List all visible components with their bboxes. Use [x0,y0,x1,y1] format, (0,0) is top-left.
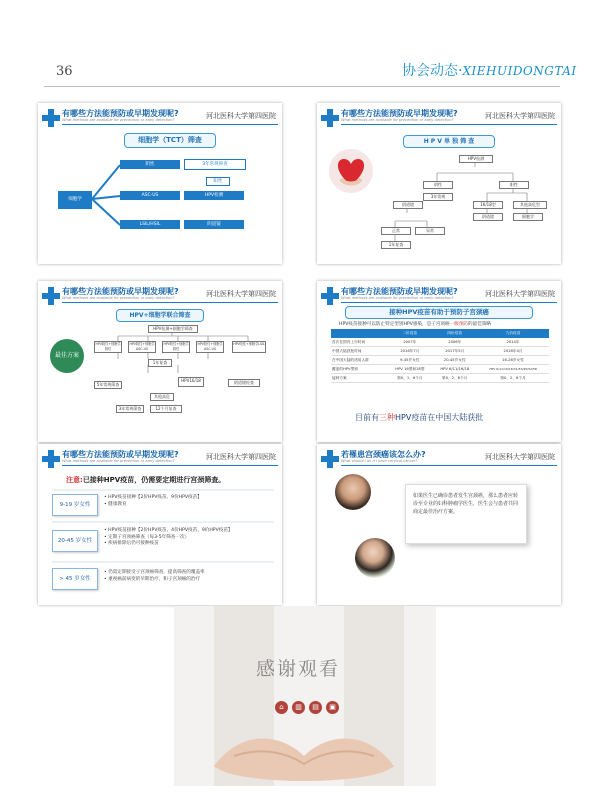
flow-node: HPV阳性+细胞学ASC-US [197,342,223,351]
flow-node: 正常 [381,227,411,235]
table-cell: 20-45岁女性 [432,356,477,365]
slide-treatment [317,444,561,605]
slide-hospital: 河北医科大学第四医院 [206,453,276,461]
table-cell: 第0、2、6个月 [477,374,549,383]
table-cell: 2007年 [387,338,432,347]
age-group-label: 20-45 岁女性 [52,530,98,552]
thank-you-slide [174,606,436,786]
flow-node: 细胞学 [513,213,543,221]
flow-node-top: HPV检测+细胞学筛查 [148,325,198,333]
table-header-row [331,329,549,338]
slide-question: 有哪些方法能预防或早期发现呢? [341,109,458,118]
slide-question-en: What methods are available for prevention or early detection? [62,459,175,463]
vaccine-footer-highlight: 三种 [379,413,395,422]
flow-result-lsil: LSIL/HSIL [120,220,180,229]
flow-result-ascus: ASC-US [120,191,180,200]
vaccine-footer-post: HPV疫苗在中国大陆获批 [395,413,484,422]
home-icon: ⌂ [275,701,288,714]
flow-node: HPV阴性+细胞学阴性 [95,342,121,351]
flow-node: 异常 [415,227,445,235]
table-header: 四价疫苗 [432,329,477,338]
screening-note-text: 已接种HPV疫苗，仍需要定期进行宫颈筛查。 [82,476,226,484]
flow-start: 细胞学 [58,191,92,209]
slide-rule [341,302,557,303]
slide-hpv-screening [317,103,561,264]
flow-action-routine: 3年常规筛查 [184,159,246,170]
flow-node: HPV阴性+细胞学ASC-US [129,342,155,351]
slide-question-en: What methods are available for prevention or early detection? [341,118,454,122]
vaccine-note-highlight: 一级预防 [449,322,469,327]
slide-banner: HPV+细胞学联合筛查 [116,309,204,322]
flow-node: 阴道镜检查 [228,379,260,387]
slide-question: 有哪些方法能预防或早期发现呢? [62,109,179,118]
woman-with-flowers-photo [355,538,395,578]
advice-text: 如果医生已确诊患者发生宫颈癌，那么患者应转诊至专业的妇科肿瘤学医生，医生会与患者共同商定最佳治疗方案。 [413,493,519,515]
flow-connectors [38,103,282,264]
flow-node: HPV阳性+细胞学LSIL [232,341,266,353]
slide-question-en: What methods are available for prevention or early detection? [62,118,175,122]
flow-node: 5年常规筛查 [94,381,122,389]
slide-banner: H P V 单 独 筛 查 [403,135,495,148]
slide-age-recommendations [38,444,282,605]
page-number: 36 [56,64,73,79]
slide-banner: 细胞学（TCT）筛查 [124,133,216,148]
age-group-line: • HPV疫苗接种【2价HPV疫苗、4价HPV疫苗、9价HPV疫苗】 [104,528,233,533]
flow-node: 1年复查 [381,241,411,249]
hands-image [174,606,436,786]
flow-node: 16/18型 [473,201,503,209]
slide-question-en: What methods are available for prevention or early detection? [62,296,175,300]
age-group-line: • 定期子宫颈癌筛查（每3-5年筛查一次） [104,534,190,540]
age-group-lines [104,495,202,508]
slide-title: 若罹患宫颈癌该怎么办? [341,450,426,459]
flow-node: HPV阳性+细胞学阴性 [163,342,189,351]
flow-node: 阴道镜 [473,213,503,221]
table-cell: 2014年 [477,338,549,347]
patient-photo [335,474,371,510]
section-title [402,60,577,80]
section-title-cn: 协会动态· [402,63,463,79]
slide-cytology-screening [38,103,282,264]
age-group-label: 9-19 岁女性 [52,494,98,516]
vaccine-footer [355,412,483,423]
age-group-lines [104,570,205,583]
best-option-badge: 最佳方案 [50,339,84,373]
table-row [331,347,549,356]
table-row [331,365,549,374]
table-cell: 覆盖的HPV型别 [331,365,387,374]
slide-combined-screening [38,281,282,442]
header-rule [44,86,560,87]
table-cell: HPV 6/11/16/18 [432,365,477,374]
age-group-line: • 重视癌前病变的早期治疗，和子宫颈癌的治疗 [104,576,201,582]
thank-you-text: 感谢观看 [256,658,341,680]
slide-subtitle: What should I do if I have cervical cancer? [341,459,418,463]
table-cell: 在中国大陆的适用人群 [331,356,387,365]
slide-question-en: What methods are available for prevention or early detection? [341,296,454,300]
table-cell: 2017年5月 [432,347,477,356]
age-group-line: • 仍需定期接受子宫颈癌筛查，提高筛查的覆盖率 [104,570,205,575]
slide-question: 有哪些方法能预防或早期发现呢? [62,450,179,459]
slide-hpv-vaccines [317,281,561,442]
slide-hospital: 河北医科大学第四医院 [485,112,555,120]
flow-result-negative: 阴性 [120,160,180,169]
table-header: 二价疫苗 [387,329,432,338]
flow-node: 阴道镜 [393,201,423,209]
medical-cross-icon [321,287,339,305]
slide-hospital: 河北医科大学第四医院 [206,290,276,298]
vaccine-table [331,329,549,383]
flow-action-hpv: HPV检测 [184,191,244,200]
flow-node: 阴性 [423,181,453,189]
table-cell: HPV 16型和18型 [387,365,432,374]
flow-positive: 阳性 [206,177,230,186]
flow-node: 其他高危型 [513,201,547,209]
table-cell: 16-26岁女性 [477,356,549,365]
table-cell: 2018年4月 [477,347,549,356]
table-cell: 9-45岁女性 [387,356,432,365]
table-cell: HPV 6/11/16/18/31/33/45/52/58 [477,365,549,374]
age-group-label: > 45 岁女性 [52,568,98,590]
age-group-line: • 健康教育 [104,501,127,507]
table-header: 九价疫苗 [477,329,549,338]
vaccine-note-pre: HPV疫苗接种可以防止特定型别HPV感染，是子宫颈癌 [339,322,450,327]
vaccine-note [339,321,491,327]
table-row [331,338,549,347]
slide-hospital: 河北医科大学第四医院 [206,112,276,120]
age-group-lines [104,528,233,548]
table-cell: 第0、2、6个月 [432,374,477,383]
chart-icon: ▥ [292,701,305,714]
age-group-line: • 疾病排除后仍可接种疫苗 [104,541,159,546]
flow-node: 阳性 [499,181,529,189]
flow-node: 其他高危 [150,393,174,401]
slide-hospital: 河北医科大学第四医院 [485,453,555,461]
table-row [331,374,549,383]
vaccine-note-post: 的最佳策略 [468,322,491,327]
flow-node: 3年常规 [423,193,453,201]
flow-action-colposcopy: 阴道镜 [184,220,244,229]
table-header [331,329,387,338]
age-group-line: • HPV疫苗接种【2价HPV疫苗、9价HPV疫苗】 [104,495,202,500]
document-icon: ▤ [309,701,322,714]
clipboard-icon: ▣ [326,701,339,714]
table-cell: 2006年 [432,338,477,347]
screening-note-label: 注意: [66,476,83,484]
table-row [331,356,549,365]
flow-node: 3年常规筛查 [116,405,144,413]
table-cell: 2016年7月 [387,347,432,356]
table-cell: 接种方案 [331,374,387,383]
slide-banner: 接种HPV疫苗有助于预防子宫颈癌 [345,306,533,319]
slide-rule [341,465,557,466]
table-cell: 中国大陆获批时间 [331,347,387,356]
medical-cross-icon [321,450,339,468]
flow-node: 12个月复查 [150,405,182,413]
flow-node: HPV检测 [459,155,493,163]
section-title-en: XIEHUIDONGTAI [462,64,577,78]
slide-hospital: 河北医科大学第四医院 [485,290,555,298]
slide-question: 有哪些方法能预防或早期发现呢? [62,287,179,296]
slide-question: 有哪些方法能预防或早期发现呢? [341,287,458,296]
table-cell: 首次在国内上市时间 [331,338,387,347]
flow-node: HPV16/18 [178,377,204,387]
vaccine-footer-pre: 目前有 [355,413,379,422]
table-cell: 第0、1、6个月 [387,374,432,383]
flow-node: 1年复查 [148,359,172,367]
